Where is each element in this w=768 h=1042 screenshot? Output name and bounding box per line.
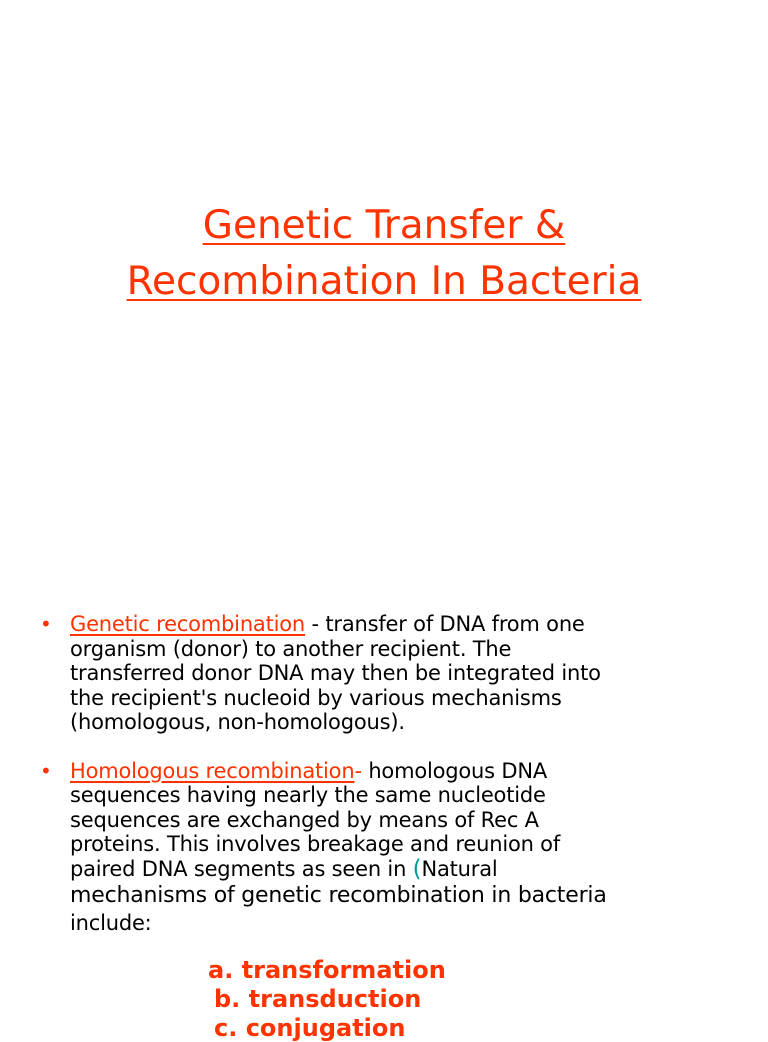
bullet-marker: •: [40, 612, 52, 636]
bullet-list: [40, 612, 740, 936]
bullet2-line2: sequences having nearly the same nucleotide: [70, 783, 546, 807]
bullet2-line5b: Natural: [421, 856, 498, 881]
bullet1-dash: -: [305, 612, 326, 636]
bullet2-line6: mechanisms of genetic recombination in bacteria: [70, 883, 607, 908]
bullet2-line4: proteins. This involves breakage and reunion of: [70, 832, 561, 856]
bullet1-line3: transferred donor DNA may then be integrated into: [70, 661, 601, 685]
term-homologous-recombination: Homologous recombination: [70, 758, 355, 783]
bullet1-line1: transfer of DNA from one: [325, 612, 585, 636]
title-line-2: Recombination In Bacteria: [126, 259, 642, 304]
bullet2-line3: sequences are exchanged by means of Rec A: [70, 807, 539, 832]
bullet-genetic-recombination: [40, 612, 740, 735]
term-genetic-recombination: Genetic recombination: [70, 612, 306, 636]
mechanism-item-transformation: a. transformation: [208, 956, 446, 984]
title-line-1: Genetic Transfer &: [202, 203, 566, 248]
bullet-marker: •: [40, 758, 52, 783]
bullet-homologous-recombination: [40, 759, 740, 936]
bullet2-line1: homologous DNA: [361, 758, 548, 783]
bullet1-line4: the recipient's nucleoid by various mechanisms: [70, 685, 562, 710]
bullet1-line5: (homologous, non-homologous).: [70, 710, 405, 734]
bullet1-line2: organism (donor) to another recipient. The: [70, 636, 512, 661]
slide-title: [0, 198, 768, 310]
teal-paren: (: [412, 855, 422, 882]
bullet2-line7: include:: [70, 911, 152, 935]
bullet2-dash: -: [354, 758, 362, 783]
mechanism-item-conjugation: c. conjugation: [214, 1014, 406, 1042]
mechanism-item-transduction: b. transduction: [214, 985, 422, 1013]
bullet2-line5a: paired DNA segments as seen in: [70, 856, 413, 881]
